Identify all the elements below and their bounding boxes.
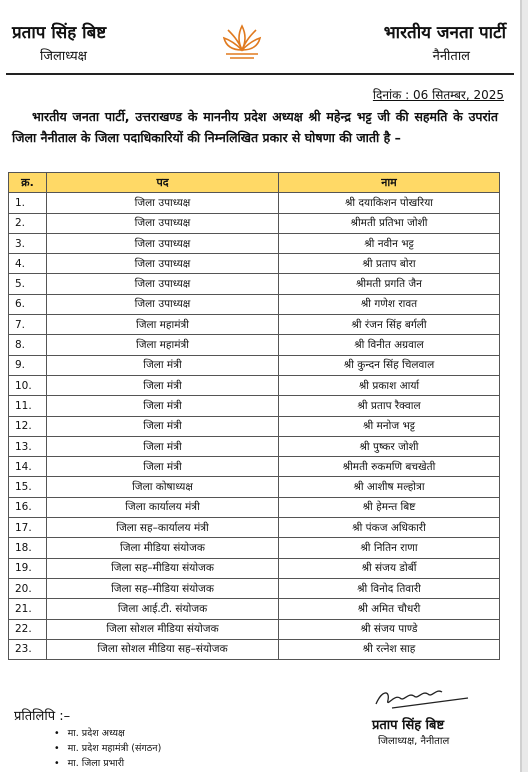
name-cell: श्री अमित चौधरी <box>279 599 500 619</box>
table-row <box>9 396 500 416</box>
serial-cell: 22. <box>9 619 47 639</box>
table-row <box>9 233 500 253</box>
name-cell: श्री प्रताप बोरा <box>279 254 500 274</box>
party-location: नैनीताल <box>432 49 470 64</box>
table-row <box>9 355 500 375</box>
post-cell: जिला मंत्री <box>47 416 279 436</box>
serial-cell: 12. <box>9 416 47 436</box>
name-cell: श्रीमती प्रगति जैन <box>279 274 500 294</box>
table-row <box>9 538 500 558</box>
table-row <box>9 558 500 578</box>
post-cell: जिला उपाध्यक्ष <box>47 233 279 253</box>
name-cell: श्री हेमन्त बिष्ट <box>279 497 500 517</box>
party-name: भारतीय जनता पार्टी <box>383 23 506 43</box>
name-cell: श्री पुष्कर जोशी <box>279 436 500 456</box>
serial-cell: 21. <box>9 599 47 619</box>
name-cell: श्री नवीन भट्ट <box>279 233 500 253</box>
post-cell: जिला मंत्री <box>47 375 279 395</box>
copy-to-label: प्रतिलिपि :– <box>14 709 71 724</box>
name-cell: श्री कुन्दन सिंह चिलवाल <box>279 355 500 375</box>
serial-cell: 15. <box>9 477 47 497</box>
serial-cell: 11. <box>9 396 47 416</box>
post-cell: जिला मंत्री <box>47 396 279 416</box>
name-cell: श्री विनीत अग्रवाल <box>279 335 500 355</box>
office-bearers-table <box>8 172 500 660</box>
name-cell: श्री रत्नेश साह <box>279 639 500 659</box>
post-cell: जिला उपाध्यक्ष <box>47 274 279 294</box>
name-cell: श्री नितिन राणा <box>279 538 500 558</box>
copy-to-list <box>54 726 161 771</box>
serial-cell: 14. <box>9 457 47 477</box>
post-cell: जिला मीडिया संयोजक <box>47 538 279 558</box>
table-row <box>9 497 500 517</box>
table-header-row <box>9 173 500 193</box>
name-cell: श्रीमती रुकमणि बचखेती <box>279 457 500 477</box>
serial-cell: 16. <box>9 497 47 517</box>
name-cell: श्री विनोद तिवारी <box>279 578 500 598</box>
post-cell: जिला महामंत्री <box>47 315 279 335</box>
name-cell: श्री प्रताप रैक्वाल <box>279 396 500 416</box>
table-row <box>9 294 500 314</box>
header-divider <box>6 73 514 75</box>
post-cell: जिला सह–मीडिया संयोजक <box>47 578 279 598</box>
table-row <box>9 254 500 274</box>
table-row <box>9 477 500 497</box>
announcement-text: भारतीय जनता पार्टी, उत्तराखण्ड के माननीय प्रदेश अध्यक्ष श्री महेन्द्र भट्ट जी की सहमति के उपरांत जिला नैनीताल के जिला पदाधिकारियों की निम्नलिखित प्रकार से घोषणा की जाती है – <box>12 109 498 145</box>
president-role: जिलाध्यक्ष <box>40 49 87 64</box>
serial-cell: 10. <box>9 375 47 395</box>
table-row <box>9 578 500 598</box>
signatory-role: जिलाध्यक्ष, नैनीताल <box>378 736 450 747</box>
table-row <box>9 416 500 436</box>
serial-cell: 3. <box>9 233 47 253</box>
serial-cell: 6. <box>9 294 47 314</box>
name-cell: श्री संजय डोर्बी <box>279 558 500 578</box>
table-row <box>9 619 500 639</box>
post-cell: जिला महामंत्री <box>47 335 279 355</box>
table-row <box>9 335 500 355</box>
post-cell: जिला सोशल मीडिया सह–संयोजक <box>47 639 279 659</box>
column-header-name: नाम <box>279 173 500 193</box>
serial-cell: 13. <box>9 436 47 456</box>
serial-cell: 20. <box>9 578 47 598</box>
serial-cell: 17. <box>9 518 47 538</box>
serial-cell: 7. <box>9 315 47 335</box>
column-header-post: पद <box>47 173 279 193</box>
letter-date: दिनांक : 06 सितम्बर, 2025 <box>372 88 504 102</box>
serial-cell: 8. <box>9 335 47 355</box>
handwritten-signature <box>372 684 472 712</box>
serial-cell: 18. <box>9 538 47 558</box>
post-cell: जिला उपाध्यक्ष <box>47 294 279 314</box>
table-row <box>9 213 500 233</box>
table-row <box>9 639 500 659</box>
name-cell: श्री प्रकाश आर्या <box>279 375 500 395</box>
serial-cell: 19. <box>9 558 47 578</box>
name-cell: श्री दयाकिशन पोखरिया <box>279 193 500 213</box>
post-cell: जिला मंत्री <box>47 457 279 477</box>
post-cell: जिला कोषाध्यक्ष <box>47 477 279 497</box>
post-cell: जिला कार्यालय मंत्री <box>47 497 279 517</box>
post-cell: जिला आई.टी. संयोजक <box>47 599 279 619</box>
table-row <box>9 436 500 456</box>
name-cell: श्रीमती प्रतिभा जोशी <box>279 213 500 233</box>
column-header-serial: क्र. <box>9 173 47 193</box>
table-row <box>9 599 500 619</box>
post-cell: जिला उपाध्यक्ष <box>47 254 279 274</box>
serial-cell: 4. <box>9 254 47 274</box>
post-cell: जिला उपाध्यक्ष <box>47 213 279 233</box>
serial-cell: 9. <box>9 355 47 375</box>
signatory-name: प्रताप सिंह बिष्ट <box>372 718 445 733</box>
list-item: • मा. प्रदेश महामंत्री (संगठन) <box>54 741 161 756</box>
post-cell: जिला सह–मीडिया संयोजक <box>47 558 279 578</box>
name-cell: श्री गणेश रावत <box>279 294 500 314</box>
name-cell: श्री पंकज अधिकारी <box>279 518 500 538</box>
table-row <box>9 518 500 538</box>
table-row <box>9 274 500 294</box>
serial-cell: 1. <box>9 193 47 213</box>
serial-cell: 5. <box>9 274 47 294</box>
name-cell: श्री संजय पाण्डे <box>279 619 500 639</box>
president-name: प्रताप सिंह बिष्ट <box>12 23 107 43</box>
name-cell: श्री मनोज भट्ट <box>279 416 500 436</box>
post-cell: जिला मंत्री <box>47 355 279 375</box>
table-row <box>9 457 500 477</box>
name-cell: श्री रंजन सिंह बर्गली <box>279 315 500 335</box>
list-item: • मा. प्रदेश अध्यक्ष <box>54 726 161 741</box>
post-cell: जिला सह–कार्यालय मंत्री <box>47 518 279 538</box>
table-row <box>9 375 500 395</box>
table-row <box>9 193 500 213</box>
lotus-logo-icon <box>216 16 268 68</box>
table-row <box>9 315 500 335</box>
list-item: • मा. जिला प्रभारी <box>54 756 161 771</box>
serial-cell: 23. <box>9 639 47 659</box>
serial-cell: 2. <box>9 213 47 233</box>
post-cell: जिला सोशल मीडिया संयोजक <box>47 619 279 639</box>
post-cell: जिला मंत्री <box>47 436 279 456</box>
name-cell: श्री आशीष मल्होत्रा <box>279 477 500 497</box>
post-cell: जिला उपाध्यक्ष <box>47 193 279 213</box>
